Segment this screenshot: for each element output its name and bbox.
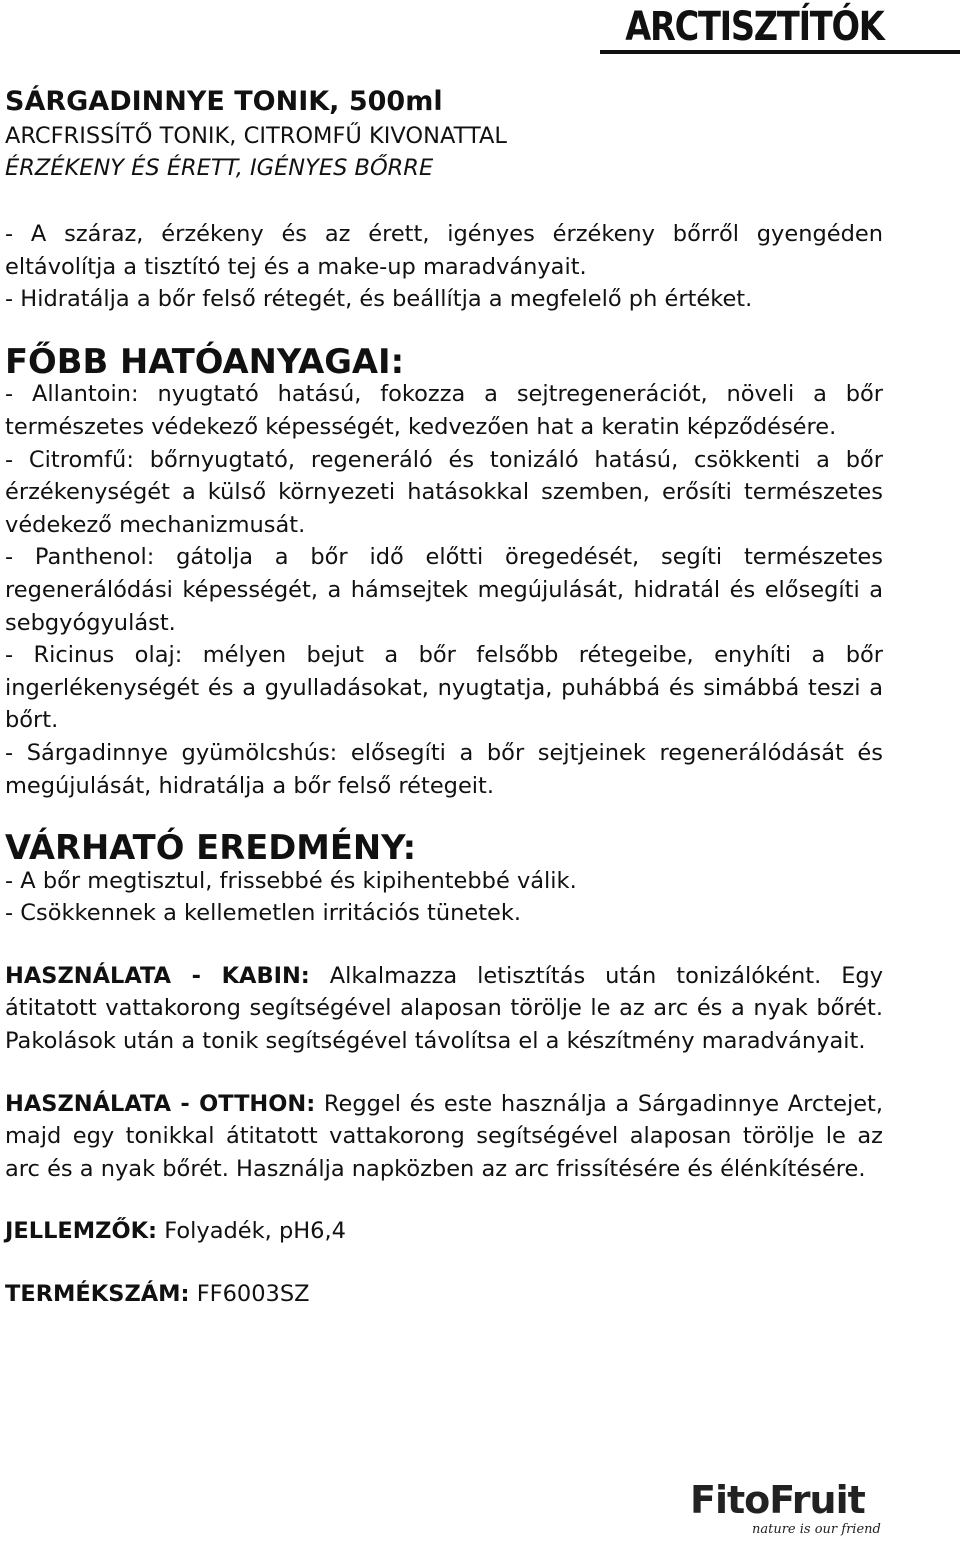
spacer	[5, 184, 883, 218]
properties-label: JELLEMZŐK:	[5, 1218, 158, 1245]
brand-tagline: nature is our friend	[752, 1522, 881, 1537]
usage-cabin-label: HASZNÁLATA - KABIN:	[5, 962, 310, 989]
spacer	[5, 1058, 883, 1088]
usage-home-text: Reggel és este használja a Sárgadinnye Arctejet, majd egy tonikkal átitatott vattakorong segítségével alaposan törölje le az arc és a nyak bőrét. Használja napközben az arc frissítésére és élénkítésére.	[5, 1090, 884, 1182]
usage-cabin-text: Alkalmazza letisztítás után tonizálóként. Egy átitatott vattakorong segítségével alaposan törölje le az arc és a nyak bőrét. Pakolások után a tonik segítségével távolítsa el a készítmény maradványait.	[5, 962, 884, 1055]
intro-line: - Hidratálja a bőr felső rétegét, és beállítja a megfelelő ph értéket.	[5, 286, 753, 313]
product-code-line	[5, 1278, 883, 1311]
intro-section	[5, 218, 883, 316]
product-subtitle: ARCFRISSÍTŐ TONIK, CITROMFŰ KIVONATTAL	[5, 123, 507, 149]
usage-cabin-paragraph	[5, 960, 883, 1058]
properties-line	[5, 1215, 883, 1248]
results-section	[5, 828, 883, 930]
category-title: ARCTISZTÍTÓK	[625, 4, 884, 50]
usage-home-label: HASZNÁLATA - OTTHON:	[5, 1090, 316, 1117]
ingredients-heading: FŐBB HATÓANYAGAI:	[5, 341, 405, 381]
spacer	[5, 930, 883, 960]
ingredients-section	[5, 341, 883, 802]
properties-section	[5, 1215, 883, 1248]
brand-logo	[690, 1478, 890, 1540]
ingredient-item: - Ricinus olaj: mélyen bejut a bőr felsőbb rétegeibe, enyhíti a bőr ingerlékenységét és a gyulladásokat, nyugtatja, puhábbá és simábbá teszi a bőrt.	[5, 642, 883, 734]
brand-name: FitoFruit	[690, 1478, 865, 1522]
product-skin-type: ÉRZÉKENY ÉS ÉRETT, IGÉNYES BŐRRE	[5, 155, 434, 181]
product-code-value: FF6003SZ	[196, 1281, 310, 1308]
product-code-label: TERMÉKSZÁM:	[5, 1281, 190, 1308]
ingredient-item: - Sárgadinnye gyümölcshús: elősegíti a bőr sejtjeinek regenerálódását és megújulását, hidratálja a bőr felső rétegeit.	[5, 739, 883, 799]
results-heading: VÁRHATÓ EREDMÉNY:	[5, 828, 417, 868]
product-title: SÁRGADINNYE TONIK, 500ml	[5, 86, 443, 117]
ingredient-item: - Citromfű: bőrnyugtató, regeneráló és tonizáló hatású, csökkenti a bőr érzékenységét a külső környezeti hatásokkal szemben, erősíti természetes védekező mechanizmusát.	[5, 446, 883, 538]
usage-home-section	[5, 1088, 883, 1186]
result-item: - A bőr megtisztul, frissebbé és kipihentebbé válik.	[5, 867, 577, 894]
properties-value: Folyadék, pH6,4	[164, 1218, 346, 1245]
usage-home-paragraph	[5, 1088, 883, 1186]
usage-cabin-section	[5, 960, 883, 1058]
ingredient-item: - Allantoin: nyugtató hatású, fokozza a sejtregenerációt, növeli a bőr természetes védekező képességét, kedvezően hat a keratin képződésére.	[5, 381, 883, 440]
ingredient-item: - Panthenol: gátolja a bőr idő előtti öregedését, segíti természetes regenerálódási képességét, a hámsejtek megújulását, hidratál és elősegíti a sebgyógyulást.	[5, 544, 883, 636]
spacer	[5, 1248, 883, 1278]
intro-line: - A száraz, érzékeny és az érett, igényes érzékeny bőrről gyengéden eltávolítja a tisztító tej és a make-up maradványait.	[5, 221, 883, 280]
spacer	[5, 1185, 883, 1215]
category-header	[600, 6, 960, 54]
result-item: - Csökkennek a kellemetlen irritációs tünetek.	[5, 900, 522, 927]
product-sheet	[5, 84, 883, 1311]
product-code-section	[5, 1278, 883, 1311]
